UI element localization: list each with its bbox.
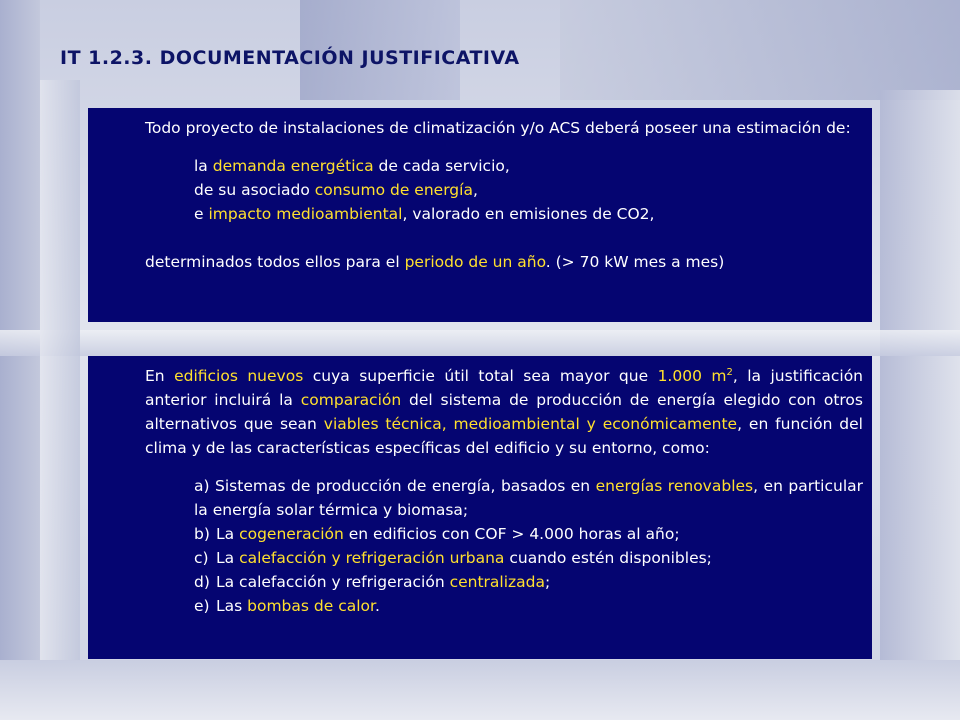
estimation-line-impact: e impacto medioambiental, valorado en emisiones de CO2, [194,205,655,223]
background-block [40,80,80,660]
list-item: b) La cogeneración en edificios con COF > 4.000 horas al año; [194,525,680,543]
highlight-text: centralizada [449,573,545,591]
highlight-text: calefacción y refrigeración urbana [239,549,505,567]
highlight-text: periodo de un año [404,253,546,271]
highlight-text: edificios nuevos [174,367,304,385]
slide-title: IT 1.2.3. DOCUMENTACIÓN JUSTIFICATIVA [60,47,520,69]
estimation-line-consumption: de su asociado consumo de energía, [194,181,478,199]
estimation-closing: determinados todos ellos para el periodo de un año. (> 70 kW mes a mes) [145,253,725,271]
list-item: e) Las bombas de calor. [194,597,380,615]
new-buildings-box [88,356,872,659]
new-buildings-paragraph: En edificios nuevos cuya superficie útil total sea mayor que 1.000 $m^2$, la justificación anterior incluirá la comparación del sistema de producción de energía elegido con otros alternativos que sean viables técnica, medioambiental y económicamente, en función del clima y de las características específicas del edificio y su entorno, como: [145,366,863,457]
estimation-line-demand: la demanda energética de cada servicio, [194,157,510,175]
estimation-intro: Todo proyecto de instalaciones de climatización y/o ACS deberá poseer una estimación de: [145,119,851,137]
background-block [880,90,960,720]
list-item: d) La calefacción y refrigeración centralizada; [194,573,551,591]
background-block [0,0,40,720]
highlight-text: impacto medioambiental [208,205,403,223]
highlight-text: comparación [300,391,402,409]
highlight-text: bombas de calor [247,597,375,615]
background-block [0,330,960,356]
list-item: c) La calefacción y refrigeración urbana cuando estén disponibles; [194,549,712,567]
highlight-text: demanda energética [212,157,374,175]
highlight-text: viables técnica, medioambiental y económicamente [323,415,738,433]
highlight-text: consumo de energía [314,181,473,199]
list-item: a) Sistemas de producción de energía, basados en energías renovables, en particular la energía solar térmica y biomasa; [194,477,863,519]
highlight-text: 1.000 $m^2$ [657,366,733,385]
background-block [560,0,960,100]
estimation-box [88,108,872,322]
highlight-text: cogeneración [239,525,344,543]
background-block [0,660,960,720]
highlight-text: energías renovables [595,477,754,495]
